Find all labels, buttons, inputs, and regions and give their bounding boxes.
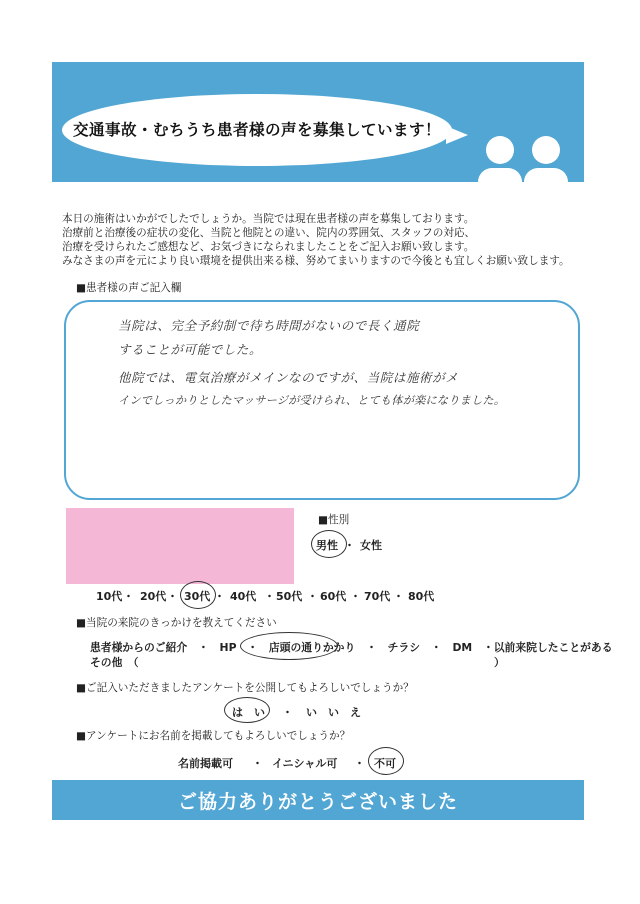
person-body — [478, 168, 522, 182]
age-option[interactable]: 50代 — [276, 590, 303, 603]
age-option[interactable]: 30代 — [184, 590, 211, 603]
name-option-none[interactable]: 不可 — [374, 757, 396, 770]
separator: ・ — [123, 590, 134, 603]
separator: ・ — [167, 590, 178, 603]
person-head — [532, 136, 560, 164]
person-body — [524, 168, 568, 182]
intro-text — [62, 212, 582, 268]
comment-line: インでしっかりとしたマッサージが受けられ、とても体が楽になりました。 — [118, 394, 506, 407]
reason-label: ■当院の来院のきっかけを教えてください — [76, 617, 277, 629]
gender-label: ■性別 — [318, 514, 350, 526]
intro-line: 本日の施術はいかがでしたでしょうか。当院では現在患者様の声を募集しております。 — [62, 213, 475, 225]
age-option[interactable]: 70代 — [364, 590, 391, 603]
comment-line: 他院では、電気治療がメインなのですが、当院は施術がメ — [118, 370, 459, 385]
comment-line: することが可能でした。 — [118, 342, 263, 357]
selection-circle — [180, 581, 216, 609]
intro-line: 治療を受けられたご感想など、お気づきになられましたことをご記入お願い致します。 — [62, 241, 475, 253]
age-option[interactable]: 40代 — [230, 590, 257, 603]
separator: ・ — [354, 757, 365, 770]
separator: ・ — [264, 590, 275, 603]
intro-line: みなさまの声を元により良い環境を提供出来る様、努めてまいりますので今後とも宜しくお願い致します。 — [62, 255, 570, 267]
separator: ・ — [350, 590, 361, 603]
age-option[interactable]: 80代 — [408, 590, 435, 603]
publish-no[interactable]: い い え — [306, 706, 361, 719]
selection-circle — [368, 747, 404, 775]
publish-yes[interactable]: は い — [232, 706, 265, 719]
separator: ・ — [214, 590, 225, 603]
selection-circle — [224, 697, 270, 723]
reason-other-close: ） — [494, 656, 505, 669]
publish-label: ■ご記入いただきましたアンケートを公開してもよろしいでしょうか？ — [76, 682, 414, 694]
footer-banner — [52, 780, 584, 820]
name-publish-label: ■アンケートにお名前を掲載してもよろしいでしょうか？ — [76, 730, 351, 742]
separator: ・ — [344, 539, 355, 552]
comment-label: ■患者様の声ご記入欄 — [76, 282, 182, 294]
selection-circle — [311, 530, 347, 558]
redacted-area — [66, 508, 294, 584]
person-head — [486, 136, 514, 164]
reason-other-label[interactable]: その他 （ — [90, 656, 139, 669]
separator: ・ — [307, 590, 318, 603]
age-option[interactable]: 20代 — [140, 590, 167, 603]
page-title: 交通事故・むちうち患者様の声を募集しています！ — [72, 121, 441, 139]
intro-line: 治療前と治療後の症状の変化、当院と他院との違い、院内の雰囲気、スタッフの対応、 — [62, 227, 476, 239]
reason-options[interactable]: 患者様からのご紹介 ・ HP ・ 店頭の通りかかり ・ チラシ ・ DM ・以前来院したことがある — [90, 641, 613, 654]
gender-option-male[interactable]: 男性 — [316, 539, 338, 552]
separator: ・ — [282, 706, 293, 719]
comment-line: 当院は、完全予約制で待ち時間がないので長く通院 — [118, 318, 420, 333]
footer-text: ご協力ありがとうございました — [177, 790, 458, 813]
people-icon — [476, 130, 576, 182]
age-option[interactable]: 60代 — [320, 590, 347, 603]
age-option[interactable]: 10代 — [96, 590, 123, 603]
selection-circle — [240, 632, 338, 660]
gender-option-female[interactable]: 女性 — [360, 539, 382, 552]
separator: ・ — [252, 757, 263, 770]
name-option-initial[interactable]: イニシャル可 — [272, 757, 338, 770]
name-option-full[interactable]: 名前掲載可 — [178, 757, 233, 770]
separator: ・ — [393, 590, 404, 603]
